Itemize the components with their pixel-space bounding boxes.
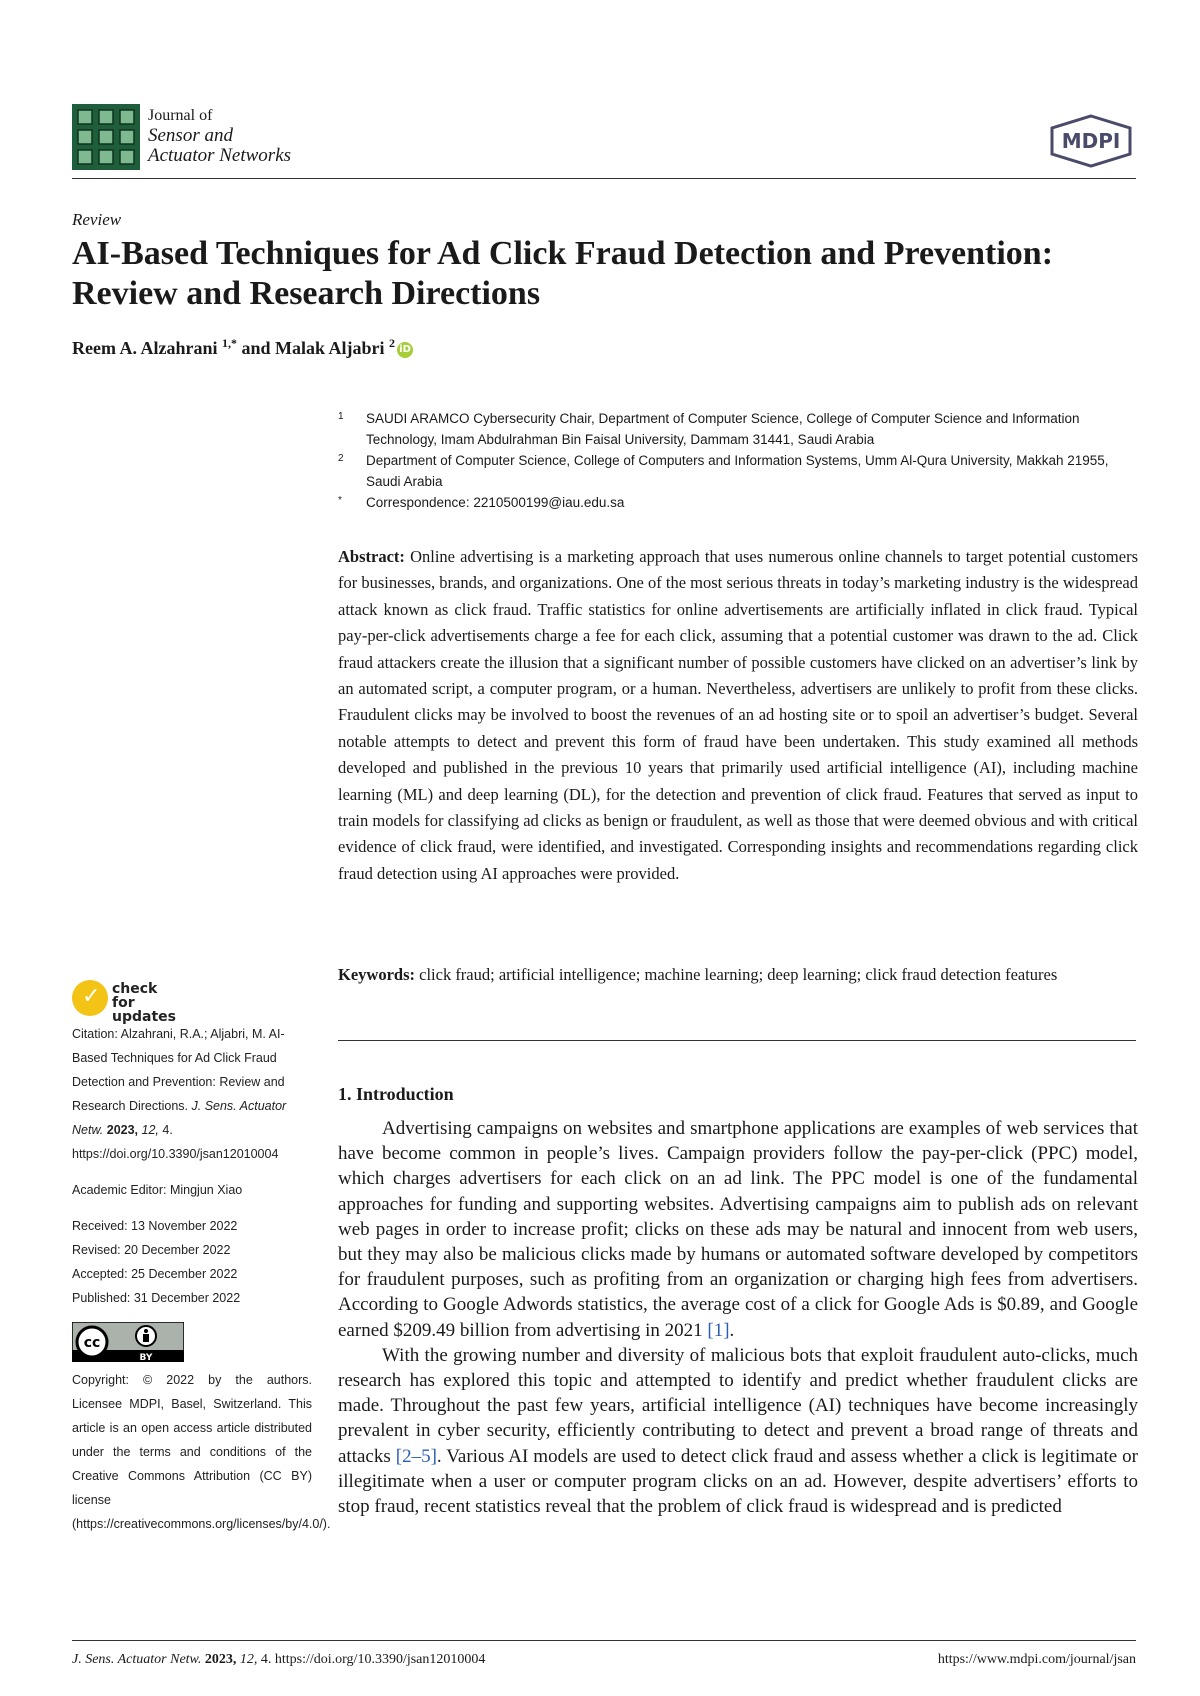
citation-volume: 12, [141,1123,159,1137]
copyright-notice: Copyright: © 2022 by the authors. Licensee MDPI, Basel, Switzerland. This article is an open access article distributed under the terms and conditions of the Creative Commons Attribution (CC BY) license (https://creativecommons.org/licenses/by/4.0/). [72,1373,331,1531]
affiliation-item [338,408,1138,450]
footer-citation [72,1652,485,1668]
introduction-body [338,1116,1138,1519]
section-heading: 1. Introduction [338,1084,454,1104]
correspondence-text[interactable]: Correspondence: 2210500199@iau.edu.sa [366,495,625,510]
journal-logo-icon [72,104,140,170]
abstract-label: Abstract: [338,547,405,566]
cc-logo-text: cc [83,1335,101,1351]
footer-journal: J. Sens. Actuator Netw. [72,1652,202,1667]
cc-by-license-icon[interactable] [72,1322,184,1362]
keywords-text: click fraud; artificial intelligence; machine learning; deep learning; click fraud detection features [419,965,1058,984]
affiliation-mark: 2 [338,453,344,464]
article-type: Review [72,210,122,229]
author-name: Reem A. Alzahrani [72,338,218,358]
author-name: Malak Aljabri [275,338,385,358]
footer-journal-url[interactable]: https://www.mdpi.com/journal/jsan [937,1652,1136,1667]
affiliation-mark: * [338,495,342,506]
paragraph [338,1343,1138,1519]
citation-doi-link[interactable]: 4. https://doi.org/10.3390/jsan12010004 [72,1123,279,1161]
abstract-text: Online advertising is a marketing approach that uses numerous online channels to target potential customers for businesses, brands, and organizations. One of the most serious threats in today’s marketing industry is the widespread attack known as click fraud. Traffic statistics for online advertisements are artificially inflated in click fraud. Typical pay-per-click advertisements charge a fee for each click, assuming that a potential customer was drawn to the ad. Click fraud attackers create the illusion that a significant number of possible customers have clicked on an advertiser’s link by an automated script, a computer program, or a human. Nevertheless, advertisers are unlikely to profit from these clicks. Fraudulent clicks may be involved to boost the revenues of an ad hosting site or to spoil an advertiser’s budget. Several notable attempts to detect and prevent this form of fraud have been undertaken. This study examined all methods developed and published in the previous 10 years that primarily used artificial intelligence (AI), including machine learning (ML) and deep learning (DL), for the detection and prevention of click fraud. Features that served as input to train models for classifying ad clicks as benign or fraudulent, as well as those that were deemed obvious and with critical evidence of click fraud, were identified, and investigated. Corresponding insights and recommendations regarding click fraud detection using AI approaches were provided. [338,547,1139,883]
footer-year: 2023, [204,1652,237,1667]
footer-doi-link[interactable]: 4. https://doi.org/10.3390/jsan12010004 [260,1652,486,1667]
mdpi-logo-icon [1048,114,1134,168]
journal-logo [72,104,140,170]
paragraph-text: With the growing number and diversity of malicious bots that exploit fraudulent auto-clicks, much research has explored this topic and attempted to identify and predict whether fraudulent clicks are made. Throughout the past few years, artificial intelligence (AI) techniques have become increasingly prevalent in cyber security, efficiently contributing to detect and prevent a broad range of threats and attacks [338,1344,1138,1467]
author-conjunction: and [241,338,271,358]
article-dates [72,1214,312,1310]
orcid-icon[interactable]: iD [397,342,413,358]
paragraph-text: . Various AI models are used to detect click fraud and assess whether a click is legitimate or illegitimate when a user or computer program clicks on an ad. However, despite advertisers’ efforts to stop fraud, recent statistics reveal that the problem of click fraud is widespread and is predicted [338,1445,1139,1518]
accepted-date: Accepted: 25 December 2022 [72,1267,238,1281]
citation-link[interactable]: [1] [707,1319,730,1341]
author-affiliation-mark: 2 [389,336,396,350]
checkmark-icon: ✓ [82,984,101,1009]
abstract [338,544,1138,887]
published-date: Published: 31 December 2022 [72,1291,241,1305]
check-for-updates-label[interactable]: check for updates [112,981,176,1025]
paragraph [338,1116,1138,1343]
revised-date: Revised: 20 December 2022 [72,1243,231,1257]
cc-by-text: BY [139,1353,153,1362]
keywords [338,962,1138,988]
keywords-label: Keywords: [338,965,415,984]
academic-editor: Academic Editor: Mingjun Xiao [72,1183,243,1197]
citation-label: Citation: [72,1027,118,1041]
affiliation-text: Department of Computer Science, College of Computers and Information Systems, Umm Al-Qura University, Makkah 21955, Saudi Arabia [366,453,1109,489]
affiliation-text: SAUDI ARAMCO Cybersecurity Chair, Department of Computer Science, College of Computer Science and Information Technology, Imam Abdulrahman Bin Faisal University, Dammam 31441, Saudi Arabia [366,411,1080,447]
affiliation-item [338,492,1138,513]
journal-line-1: Journal of [148,107,213,124]
article-title: AI-Based Techniques for Ad Click Fraud Detection and Prevention: Review and Research Directions [72,235,1054,312]
paragraph-text: Advertising campaigns on websites and smartphone applications are examples of web services that have become common in people’s lives. Campaign providers follow the pay-per-click (PPC) model, which charges advertisers for each click on an ad link. The PPC model is one of the fundamental approaches for funding and supporting websites. Advertising campaigns aim to publish ads on relevant web pages in order to increase profit; clicks on these ads may be natural and innocent from web users, but they may also be malicious clicks made by humans or automated software developed by competitors for fraudulent purposes, such as profiting from an organization or charging high fees from advertisers. According to Google Adwords statistics, the average cost of a click for Google Ads is $0.89, and Google earned $209.49 billion from advertising in 2021 [338,1118,1138,1341]
affiliation-item [338,450,1138,492]
sidebar [72,1022,331,1536]
citation [72,1022,312,1166]
abstract-divider [338,1040,1136,1041]
citation-link[interactable]: [2–5] [395,1445,437,1467]
citation-text: Alzahrani, R.A.; Aljabri, M. AI-Based Techniques for Ad Click Fraud Detection and Prevention: Review and Research Directions. [72,1027,285,1113]
author-affiliation-mark: 1,* [222,336,237,350]
journal-line-2: Sensor and [148,125,233,146]
journal-name [148,106,291,166]
footer-divider [72,1640,1136,1641]
mdpi-logo-text: MDPI [1061,129,1121,153]
affiliation-mark: 1 [338,411,344,422]
header-divider [72,178,1136,179]
citation-journal: J. Sens. Actuator Netw. [72,1099,287,1137]
footer-volume: 12, [239,1652,258,1667]
affiliations [338,408,1138,513]
paragraph-text: . [729,1319,735,1341]
author-list [72,336,413,359]
journal-line-3: Actuator Networks [148,145,292,166]
received-date: Received: 13 November 2022 [72,1219,238,1233]
citation-year: 2023, [106,1123,139,1137]
